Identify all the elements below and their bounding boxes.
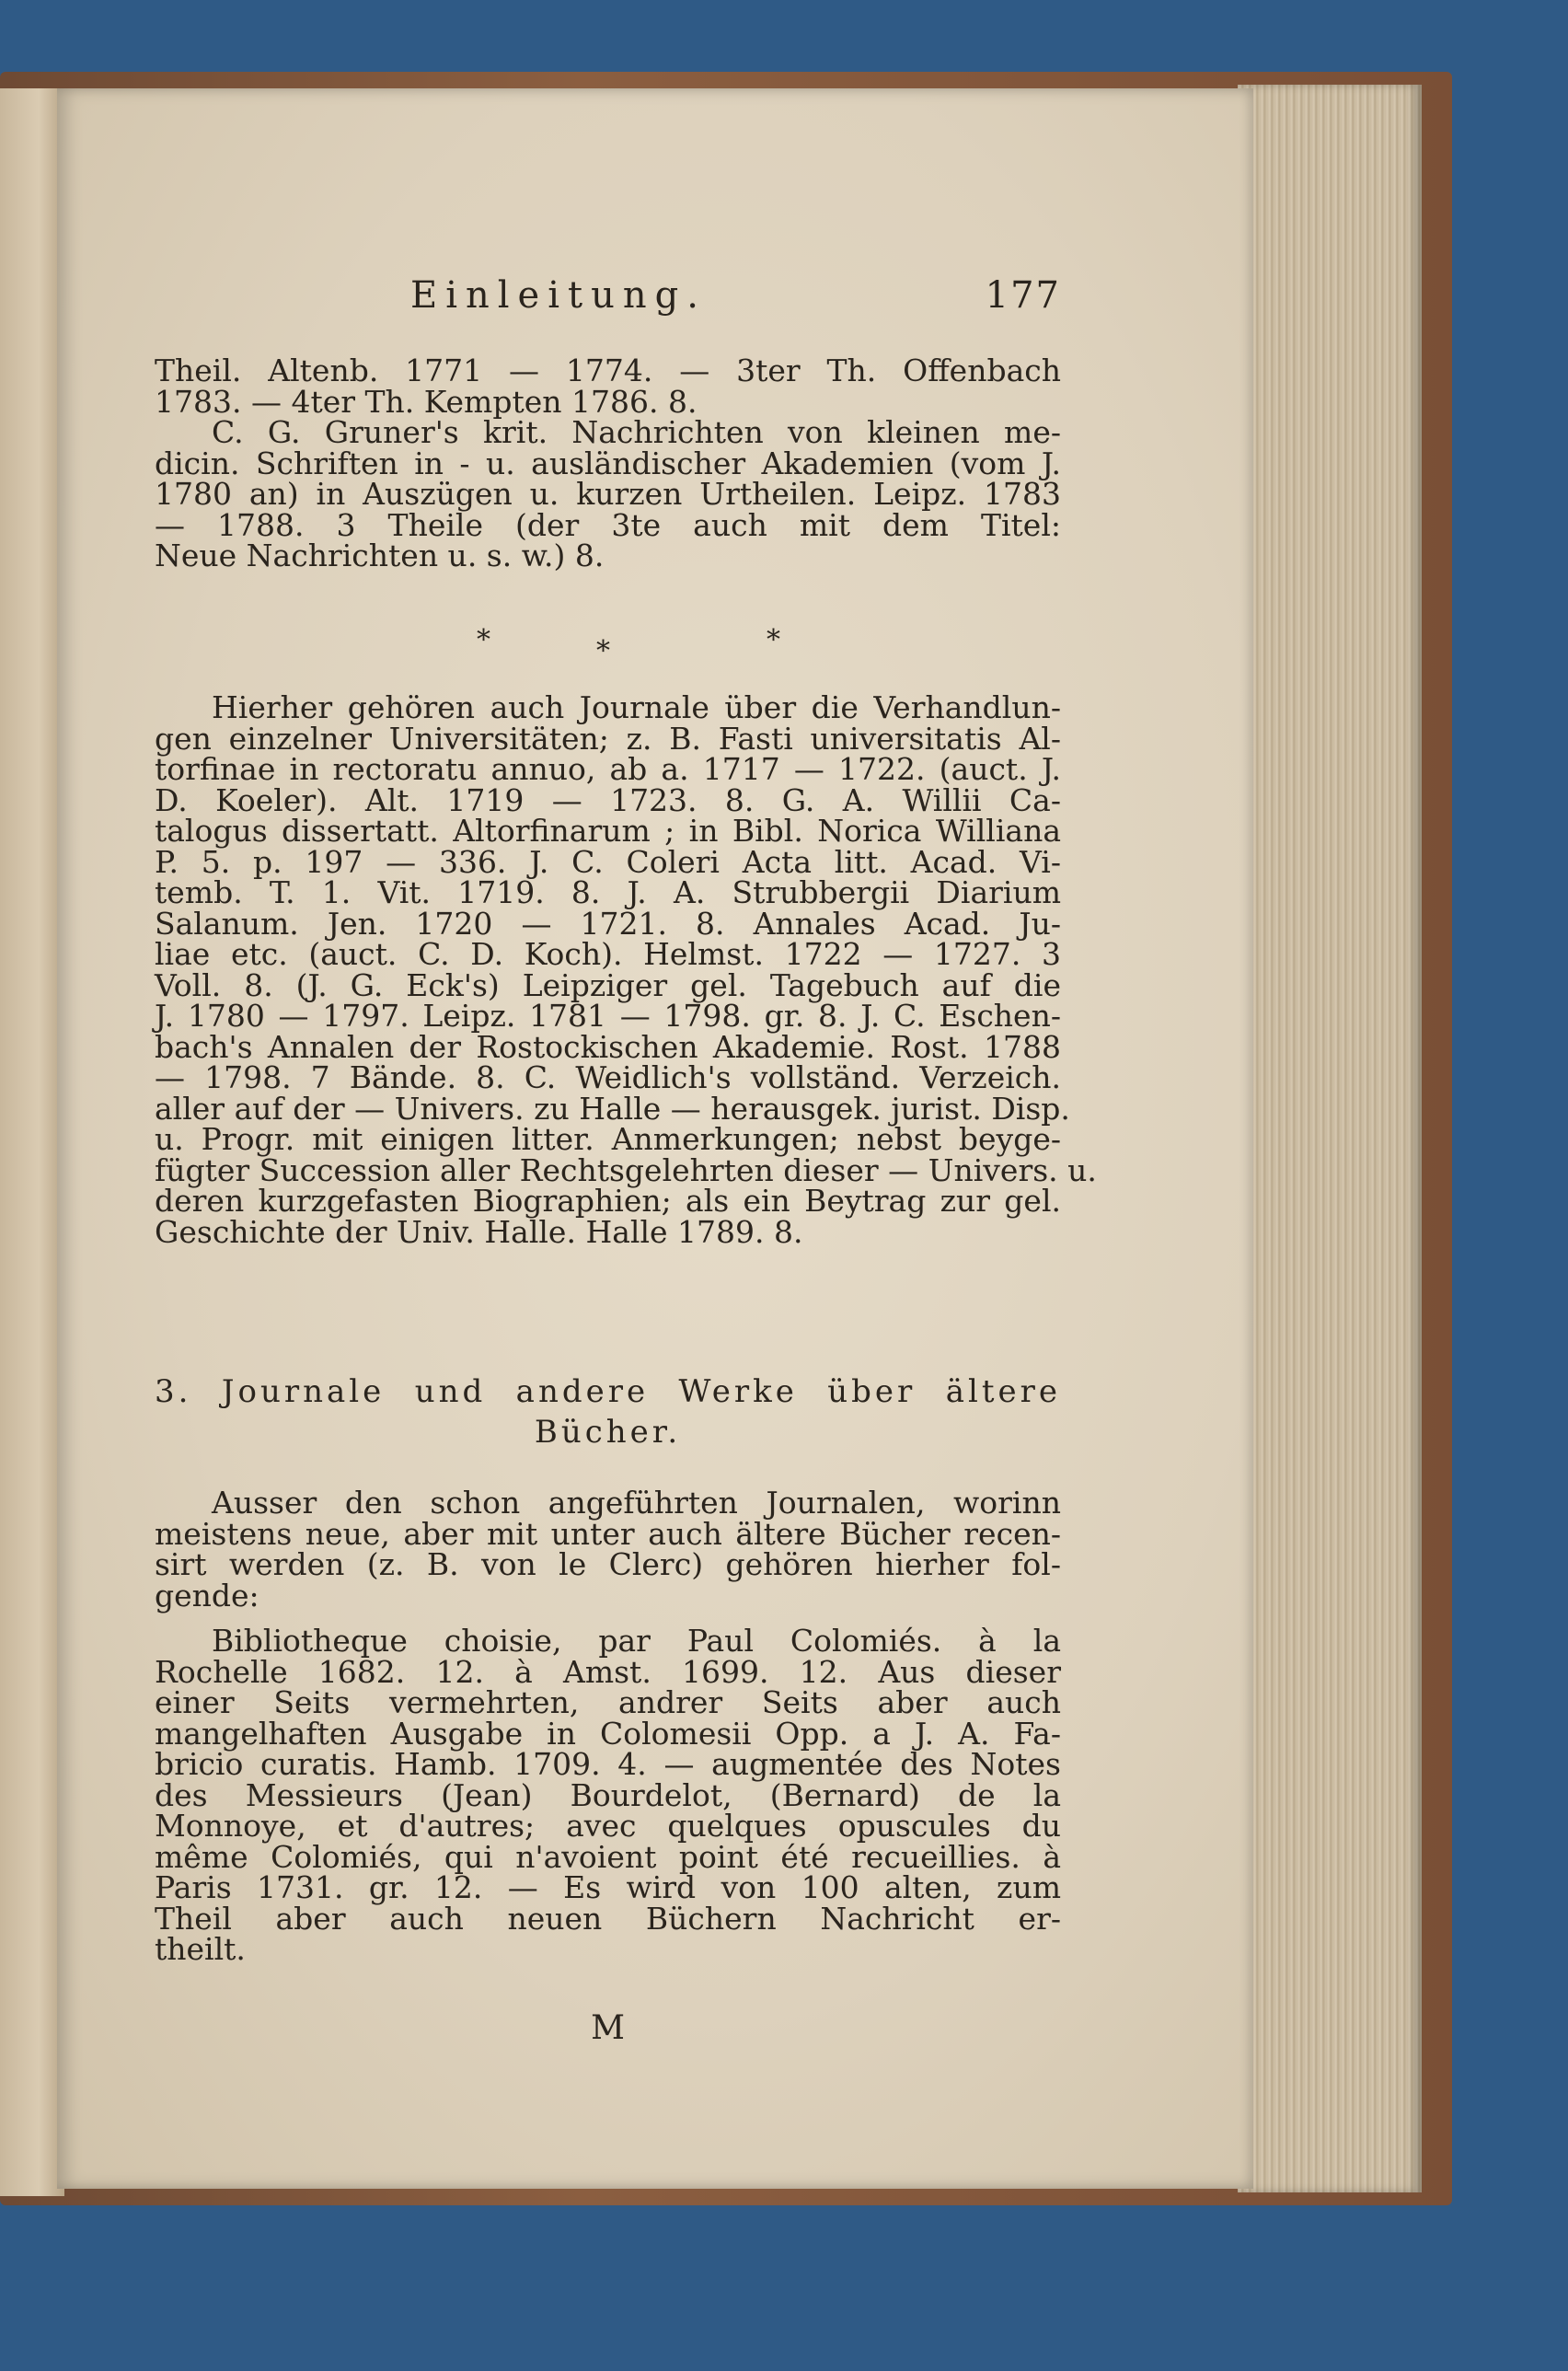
text-line: P. 5. p. 197 — 336. J. C. Coleri Acta litt. Acad. Vi- [155,843,1061,880]
text-line: gende: [155,1577,259,1613]
section-heading-line: 3. Journale und andere Werke über ältere [155,1373,1061,1410]
paragraph-universities [155,689,1097,1250]
text-line: Paris 1731. gr. 12. — Es wird von 100 alten, zum [155,1869,1061,1905]
section-heading [155,1371,1061,1452]
text-line: gen einzelner Universitäten; z. B. Fasti universitatis Al- [155,720,1061,757]
text-line: sirt werden (z. B. von le Clerc) gehören hierher fol- [155,1546,1061,1582]
text-line: Hierher gehören auch Journale über die Verhandlun- [212,689,1061,725]
text-line: temb. T. 1. Vit. 1719. 8. J. A. Strubbergii Diarium [155,874,1061,910]
text-line: u. Progr. mit einigen litter. Anmerkungen; nebst beyge- [155,1121,1061,1157]
text-line: meistens neue, aber mit unter auch ältere Bücher recen- [155,1515,1061,1552]
page-number: 177 [985,274,1061,317]
text-line: Theil. Altenb. 1771 — 1774. — 3ter Th. Offenbach [155,353,1061,388]
text-line: liae etc. (auct. C. D. Koch). Helmst. 1722 — 1727. 3 [155,936,1061,972]
text-line: Monnoye, et d'autres; avec quelques opuscules du [155,1808,1061,1844]
text-line: Voll. 8. (J. G. Eck's) Leipziger gel. Tagebuch auf die [155,966,1061,1003]
text-line: fügter Succession aller Rechtsgelehrten dieser — Univers. u. [155,1151,1097,1188]
divider-star: * [477,624,490,656]
text-line: talogus dissertatt. Altorfinarum ; in Bibl. Norica Williana [155,813,1061,849]
text-line: J. 1780 — 1797. Leipz. 1781 — 1798. gr. 8. J. C. Eschen- [155,998,1061,1034]
signature-mark: M [591,2009,625,2047]
text-line: mangelhaften Ausgabe in Colomesii Opp. a J. A. Fa- [155,1715,1061,1752]
text-line: Neue Nachrichten u. s. w.) 8. [155,538,605,573]
text-line: 1783. — 4ter Th. Kempten 1786. 8. [155,383,698,420]
text-line: Salanum. Jen. 1720 — 1721. 8. Annales Acad. Ju- [155,905,1061,942]
text-line: des Messieurs (Jean) Bourdelot, (Bernard) de la [155,1776,1061,1813]
text-line: aller auf der — Univers. zu Halle — herausgek. jurist. Disp. [155,1090,1070,1127]
running-header [155,274,1061,315]
text-line: Ausser den schon angeführten Journalen, worinn [212,1485,1061,1521]
text-line: torfinae in rectoratu annuo, ab a. 1717 — 1722. (auct. J. [155,751,1061,787]
divider-star: * [596,635,610,667]
text-line: Theil aber auch neuen Büchern Nachricht er- [155,1900,1061,1937]
text-line: Geschichte der Univ. Halle. Halle 1789. 8. [155,1213,803,1250]
section-heading-line: Bücher. [534,1414,682,1451]
text-line: einer Seits vermehrten, andrer Seits aber auch [155,1684,1061,1720]
text-line: bach's Annalen der Rostockischen Akademie. Rost. 1788 [155,1028,1061,1065]
text-line: dicin. Schriften in - u. ausländischer Akademien (vom J. [155,445,1061,481]
text-line: deren kurzgefasten Biographien; als ein Beytrag zur gel. [155,1183,1061,1219]
text-line: 1780 an) in Auszügen u. kurzen Urtheilen. Leipz. 1783 [155,476,1061,512]
facing-page-edge [0,88,64,2196]
divider-star: * [767,624,780,656]
text-line: — 1798. 7 Bände. 8. C. Weidlich's vollständ. Verzeich. [155,1059,1061,1095]
text-line: — 1788. 3 Theile (der 3te auch mit dem Titel: [155,506,1061,543]
page-block-edges [1238,85,1422,2192]
paragraph-gruner [155,355,1061,572]
section-divider-stars [155,624,1061,667]
text-line: D. Koeler). Alt. 1719 — 1723. 8. G. A. Willii Ca- [155,781,1061,818]
text-line: même Colomiés, qui n'avoient point été recueillies. à [155,1838,1061,1875]
text-line: Bibliotheque choisie, par Paul Colomiés. à la [212,1623,1061,1659]
paragraph-intro [155,1487,1061,1611]
text-line: theilt. [155,1931,246,1967]
paragraph-bibliotheque [155,1625,1061,1965]
running-title: Einleitung. [410,274,707,317]
text-line: C. G. Gruner's krit. Nachrichten von kleinen me- [212,414,1061,450]
text-line: bricio curatis. Hamb. 1709. 4. — augmentée des Notes [155,1746,1061,1782]
text-line: Rochelle 1682. 12. à Amst. 1699. 12. Aus dieser [155,1653,1061,1690]
